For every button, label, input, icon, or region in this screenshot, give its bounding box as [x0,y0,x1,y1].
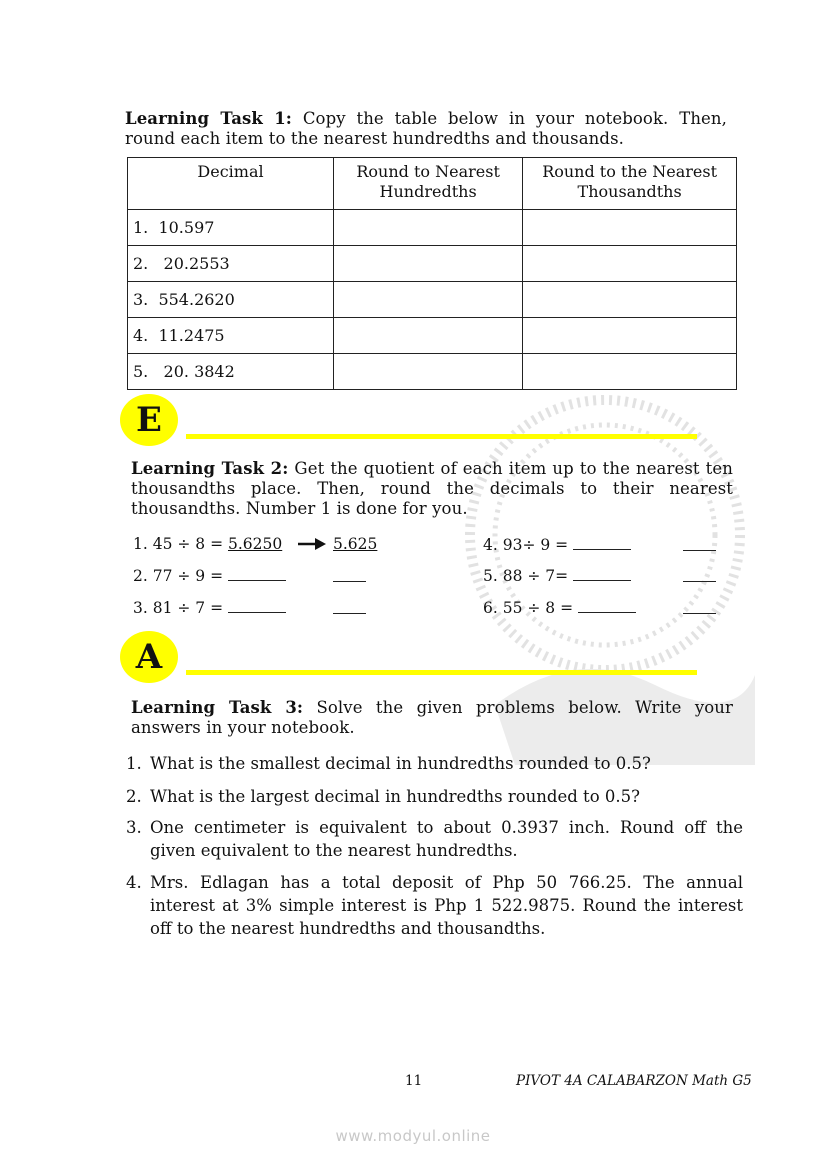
table-row [128,354,737,390]
decimal-value: 10.597 [158,218,215,237]
row-number: 3. [133,290,149,309]
equation-expression: 1. 45 ÷ 8 = [133,535,228,553]
decimal-value: 20. 3842 [163,362,235,381]
answer-blank [578,598,636,613]
hundredths-cell [334,318,523,354]
section-e-divider [186,434,697,439]
rounding-table [127,157,737,390]
hundredths-cell [334,282,523,318]
decimal-value: 11.2475 [158,326,225,345]
decimal-cell [128,354,334,390]
header-decimal: Decimal [128,158,334,210]
decimal-cell [128,282,334,318]
row-number: 1. [133,218,149,237]
rounded-blank [683,536,716,551]
site-watermark: www.modyul.online [335,1127,491,1145]
series-title: PIVOT 4A CALABARZON Math G5 [516,1073,752,1089]
answer-blank [228,598,286,613]
row-number: 5. [133,362,149,381]
thousandths-cell [523,246,737,282]
hundredths-cell [334,210,523,246]
table-row [128,282,737,318]
task3-text: Solve the given problems below. Write your answers in your notebook. [131,698,733,737]
table-row [128,210,737,246]
equation-expression: 3. 81 ÷ 7 = [133,599,228,617]
task3-label: Learning Task 3: [131,698,304,717]
row-number: 2. [133,254,149,273]
equation-expression: 6. 55 ÷ 8 = [483,599,578,617]
list-item [126,785,743,808]
table-row [128,318,737,354]
question-number: 4. [126,873,142,892]
question-text: Mrs. Edlagan has a total deposit of Php 50 766.25. The annual interest at 3% simple interest is Php 1 522.9875. Round the interest off to the nearest hundredths and thousandths. [150,873,743,938]
row-number: 4. [133,326,149,345]
question-number: 1. [126,754,142,773]
equation-5 [483,566,631,585]
rounded-answer: 5.625 [333,535,378,553]
decimal-value: 20.2553 [163,254,230,273]
task1-label: Learning Task 1: [125,109,292,128]
thousandths-cell [523,354,737,390]
table-row [128,246,737,282]
list-item [126,816,743,862]
equation-4 [483,535,631,554]
equation-expression: 2. 77 ÷ 9 = [133,567,228,585]
task2-instructions [131,459,733,519]
section-a-badge: A [120,631,178,683]
section-e-badge: E [120,394,178,446]
rounded-blank [333,567,366,582]
equation-2 [133,566,286,585]
task1-text: Copy the table below in your notebook. Then, round each item to the nearest hundredths and thousands. [125,109,727,148]
header-thousandths: Round to the Nearest Thousandths [523,158,737,210]
equation-3 [133,598,286,617]
task2-label: Learning Task 2: [131,459,289,478]
question-number: 2. [126,787,142,806]
equation-6 [483,598,636,617]
hundredths-cell [334,354,523,390]
rounded-blank [333,599,366,614]
task1-instructions [125,109,727,149]
thousandths-cell [523,318,737,354]
table-header-row [128,158,737,210]
quotient-answer: 5.6250 [227,535,283,553]
task2-text: Get the quotient of each item up to the nearest ten thousandths place. Then, round the decimals to their nearest thousandths. Number 1 is done for you. [131,459,733,518]
arrow-right-icon [297,537,327,551]
decimal-cell [128,210,334,246]
decimal-value: 554.2620 [158,290,235,309]
equation-expression: 5. 88 ÷ 7= [483,567,574,585]
list-item [126,871,743,940]
equation-expression: 4. 93÷ 9 = [483,536,574,554]
question-number: 3. [126,818,142,837]
rounded-blank [683,567,716,582]
decimal-cell [128,246,334,282]
hundredths-cell [334,246,523,282]
thousandths-cell [523,210,737,246]
answer-blank [228,566,286,581]
question-text: One centimeter is equivalent to about 0.3937 inch. Round off the given equivalent to the nearest hundredths. [150,818,743,860]
answer-blank [573,535,631,550]
answer-blank [573,566,631,581]
page-number: 11 [405,1073,423,1089]
task3-instructions [131,698,733,738]
question-text: What is the largest decimal in hundredths rounded to 0.5? [150,787,640,806]
equation-1 [133,535,282,553]
list-item [126,752,743,775]
question-text: What is the smallest decimal in hundredths rounded to 0.5? [150,754,651,773]
section-a-divider [186,670,697,675]
thousandths-cell [523,282,737,318]
header-hundredths: Round to Nearest Hundredths [334,158,523,210]
rounded-blank [683,599,716,614]
decimal-cell [128,318,334,354]
